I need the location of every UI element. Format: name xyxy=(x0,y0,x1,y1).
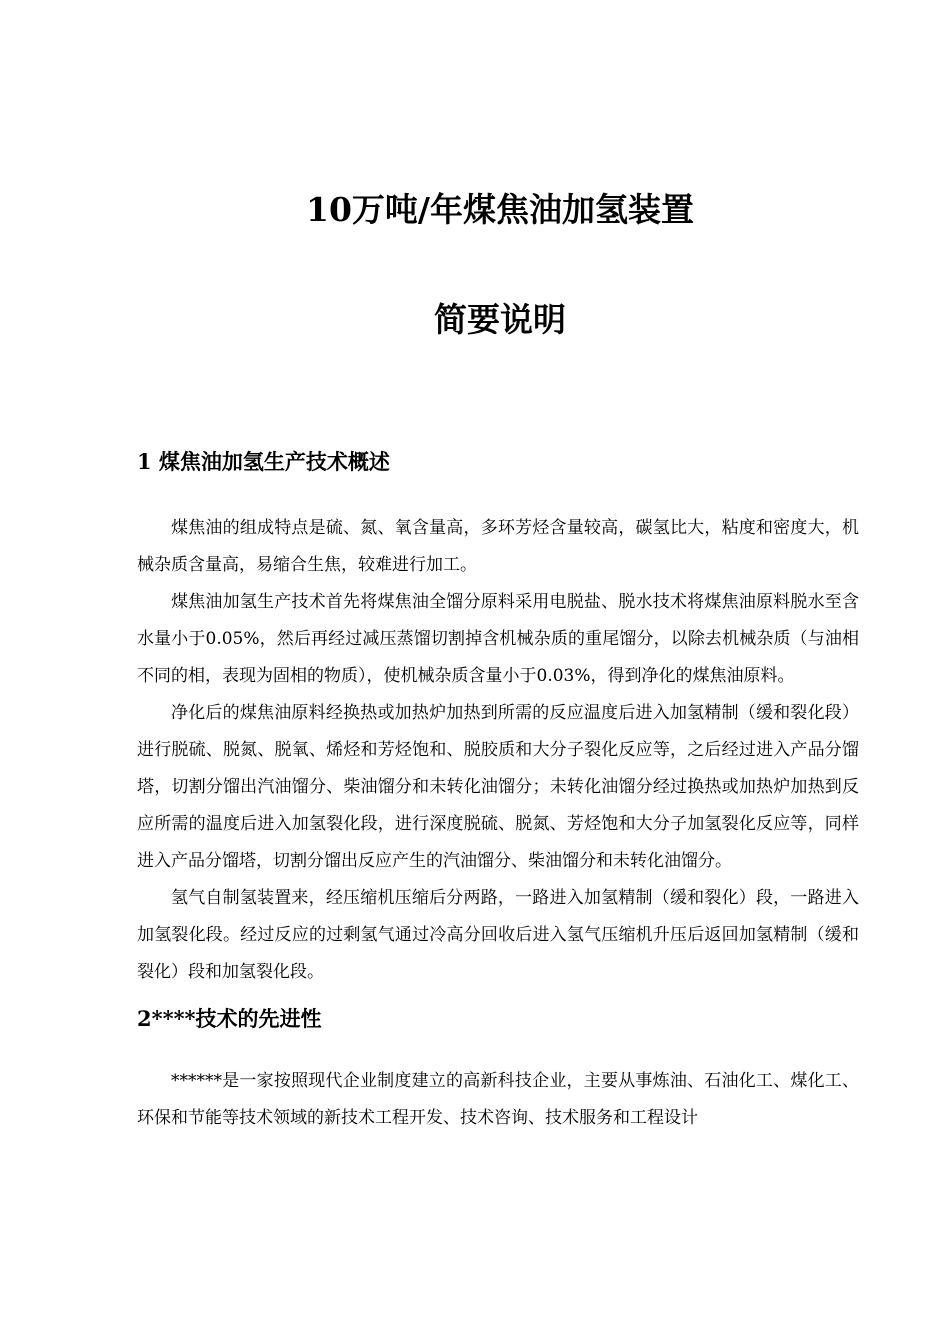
paragraph: 煤焦油加氢生产技术首先将煤焦油全馏分原料采用电脱盐、脱水技术将煤焦油原料脱水至含水量小于0.05%，然后再经过减压蒸馏切割掉含机械杂质的重尾馏分，以除去机械杂质（与油相不同的相，表现为固相的物质），使机械杂质含量小于0.03%，得到净化的煤焦油原料。 xyxy=(137,592,859,686)
paragraph: 煤焦油的组成特点是硫、氮、氧含量高，多环芳烃含量较高，碳氢比大，粘度和密度大，机械杂质含量高，易缩合生焦，较难进行加工。 xyxy=(137,518,859,575)
section-heading-advancement: 2****技术的先进性 xyxy=(137,1006,322,1031)
document-subtitle: 简要说明 xyxy=(434,300,566,339)
document-body xyxy=(137,442,859,1137)
paragraph: 净化后的煤焦油原料经换热或加热炉加热到所需的反应温度后进入加氢精制（缓和裂化段）进行脱硫、脱氮、脱氧、烯烃和芳烃饱和、脱胶质和大分子裂化反应等，之后经过进入产品分馏塔，切割分馏出汽油馏分、柴油馏分和未转化油馏分；未转化油馏分经过换热或加热炉加热到反应所需的温度后进入加氢裂化段，进行深度脱硫、脱氮、芳烃饱和大分子加氢裂化反应等，同样进入产品分馏塔，切割分馏出反应产生的汽油馏分、柴油馏分和未转化油馏分。 xyxy=(137,703,859,871)
document-title: 10万吨/年煤焦油加氢装置 xyxy=(306,190,694,229)
paragraph: ******是一家按照现代企业制度建立的高新科技企业，主要从事炼油、石油化工、煤化工、环保和节能等技术领域的新技术工程开发、技术咨询、技术服务和工程设计 xyxy=(137,1071,859,1128)
section-heading-overview: 1 煤焦油加氢生产技术概述 xyxy=(137,449,390,474)
paragraph: 氢气自制氢装置来，经压缩机压缩后分两路，一路进入加氢精制（缓和裂化）段，一路进入加氢裂化段。经过反应的过剩氢气通过冷高分回收后进入氢气压缩机升压后返回加氢精制（缓和裂化）段和加氢裂化段。 xyxy=(137,888,859,982)
